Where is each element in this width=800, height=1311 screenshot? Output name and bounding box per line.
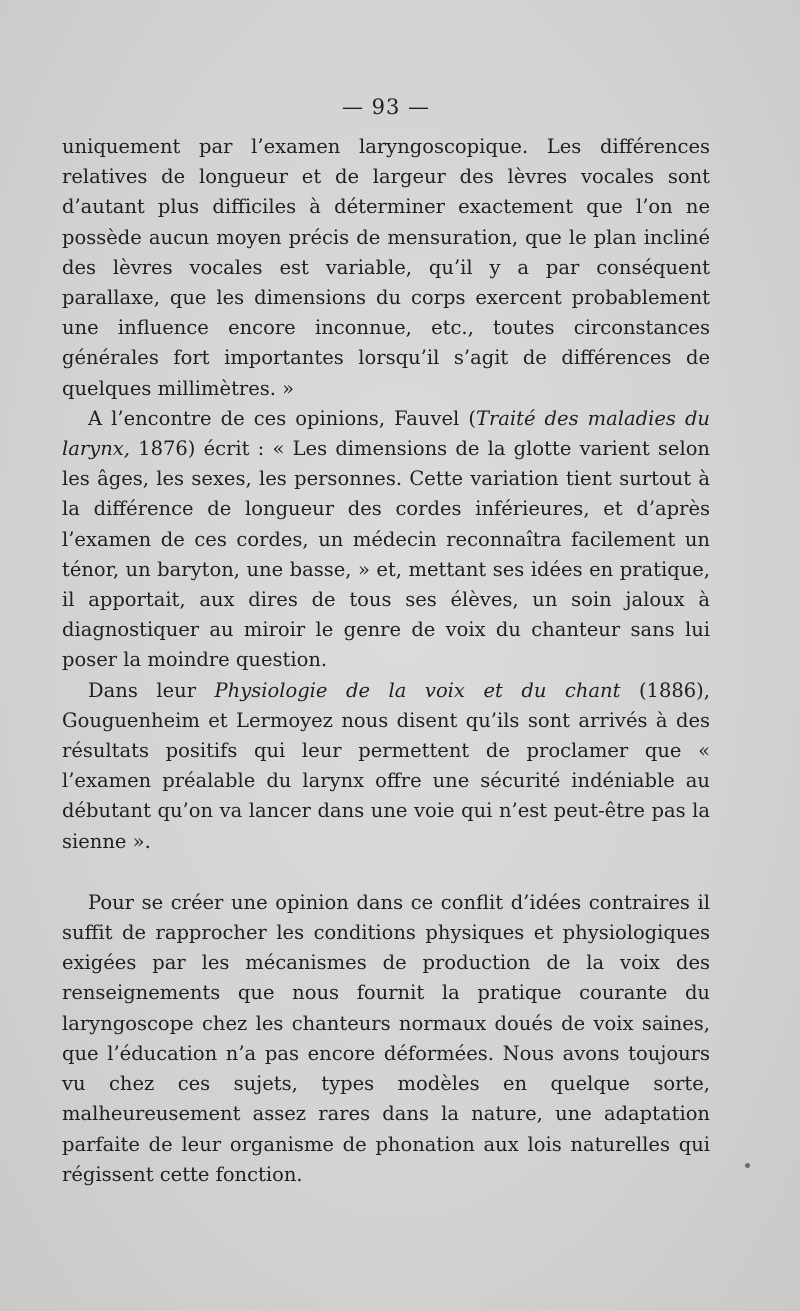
paragraph-fauvel — [62, 404, 710, 676]
section-gap — [62, 857, 710, 888]
paragraph-continuation: uniquement par l’examen laryngoscopique. Les différences relatives de longueur et de largeur des lèvres vocales sont d’autant plus difficiles à déterminer exactement que l’on ne possède aucun moyen précis de mensuration, que le plan incliné des lèvres vocales est variable, qu’il y a par conséquent parallaxe, que les dimensions du corps exercent probablement une influence encore inconnue, etc., toutes circonstances générales fort importantes lorsqu’il s’agit de différences de quelques millimètres. » — [62, 135, 710, 400]
paragraph-gouguenheim — [62, 676, 710, 857]
fauvel-lead: A l’encontre de ces opinions, Fauvel ( — [88, 406, 476, 430]
page-number: — 93 — — [341, 95, 431, 119]
fauvel-rest: 1876) écrit : « Les dimensions de la glotte varient selon les âges, les sexes, les personnes. Cette variation tient surtout à la différence de longueur des cordes inférieures, et d’après l’examen de ces cordes, un médecin reconnaîtra facilement un ténor, un baryton, une basse, » et, mettant ses idées en pratique, il apportait, aux dires de tous ses élèves, un soin jaloux à diagnostiquer au miroir le genre de voix du chanteur sans lui poser la moindre question. — [62, 437, 710, 672]
book-page — [62, 92, 710, 1190]
paper-speck — [745, 1163, 750, 1168]
fauvel-book-title: Traité des maladies du larynx, — [62, 406, 710, 461]
gouguenheim-book-title: Physiologie de la voix et du chant — [214, 678, 621, 702]
gouguenheim-lead: Dans leur — [88, 678, 215, 702]
paragraph-conclusion: Pour se créer une opinion dans ce conflit d’idées contraires il suffit de rapprocher les conditions physiques et physiologiques exigées par les mécanismes de production de la voix des renseignements que nous fournit la pratique courante du laryngoscope chez les chanteurs normaux doués de voix saines, que l’éducation n’a pas encore déformées. Nous avons toujours vu chez ces sujets, types modèles en quelque sorte, malheureusement assez rares dans la nature, une adaptation parfaite de leur organisme de phonation aux lois naturelles qui régissent cette fonction. — [62, 890, 710, 1186]
gouguenheim-rest: (1886), Gouguenheim et Lermoyez nous disent qu’ils sont arrivés à des résultats positifs qui leur permettent de proclamer que « l’examen préalable du larynx offre une sécurité indéniable au débutant qu’on va lancer dans une voie qui n’est peut-être pas la sienne ». — [62, 678, 710, 853]
